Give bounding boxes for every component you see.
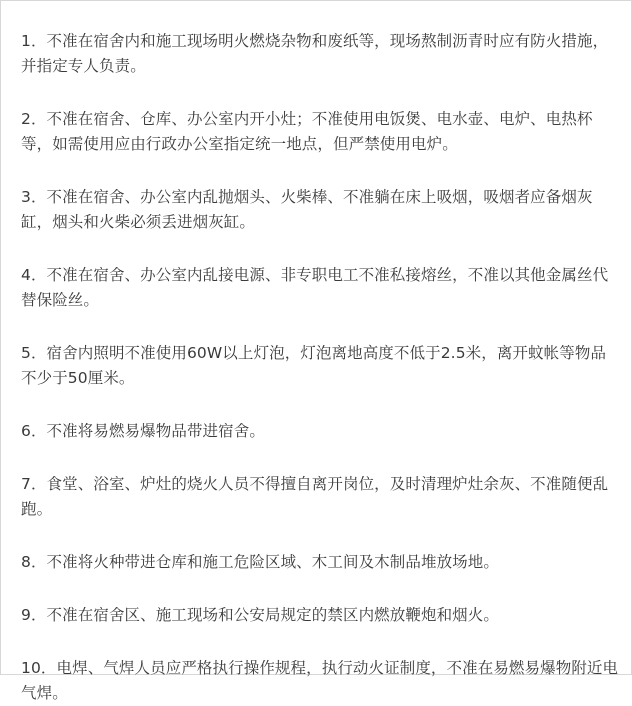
rule-item: 7．食堂、浴室、炉灶的烧火人员不得擅自离开岗位，及时清理炉灶余灰、不准随便乱跑。 <box>21 475 609 518</box>
rule-item: 8．不准将火种带进仓库和施工危险区域、木工间及木制品堆放场地。 <box>21 553 499 571</box>
rule-item: 5．宿舍内照明不准使用60W以上灯泡，灯泡离地高度不低于2.5米，离开蚊帐等物品不少于50厘米。 <box>21 344 607 387</box>
rule-item: 10．电焊、气焊人员应严格执行操作规程，执行动火证制度，不准在易燃易爆物附近电气焊。 <box>21 659 619 702</box>
rule-item: 1．不准在宿舍内和施工现场明火燃烧杂物和废纸等，现场熬制沥青时应有防火措施，并指定专人负责。 <box>21 32 609 75</box>
rule-item: 2．不准在宿舍、仓库、办公室内开小灶；不准使用电饭煲、电水壶、电炉、电热杯等，如需使用应由行政办公室指定统一地点，但严禁使用电炉。 <box>21 110 593 153</box>
rule-item: 6．不准将易燃易爆物品带进宿舍。 <box>21 422 265 440</box>
rules-list <box>21 29 619 706</box>
rule-item: 4．不准在宿舍、办公室内乱接电源、非专职电工不准私接熔丝，不准以其他金属丝代替保险丝。 <box>21 266 609 309</box>
rule-item: 9．不准在宿舍区、施工现场和公安局规定的禁区内燃放鞭炮和烟火。 <box>21 606 499 624</box>
rule-item: 3．不准在宿舍、办公室内乱抛烟头、火柴棒、不准躺在床上吸烟，吸烟者应备烟灰缸，烟头和火柴必须丢进烟灰缸。 <box>21 188 593 231</box>
